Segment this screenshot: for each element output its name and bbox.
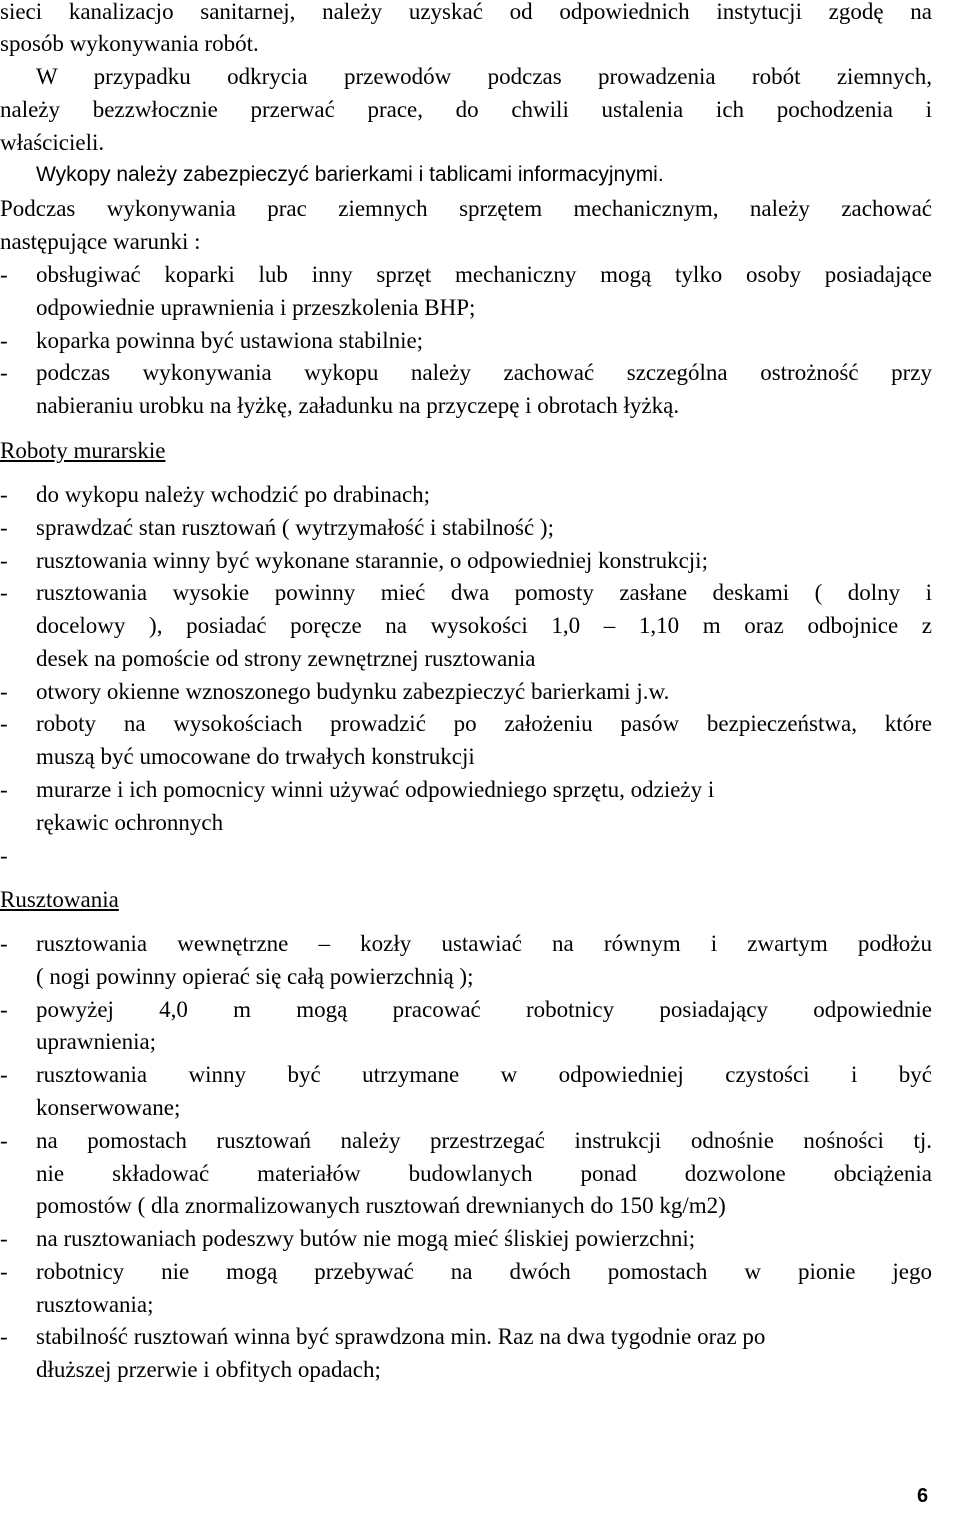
- list-item-text: obsługiwać koparki lub inny sprzęt mechaniczny mogą tylko osoby posiadające: [36, 262, 932, 287]
- list-item-text: dłuższej przerwie i obfitych opadach;: [36, 1357, 381, 1382]
- list-bullet: -: [0, 997, 8, 1022]
- list-bullet: -: [0, 262, 8, 287]
- list-item-text: nabieraniu urobku na łyżkę, załadunku na przyczepę i obrotach łyżką.: [36, 393, 680, 418]
- list-bullet: -: [0, 1259, 8, 1284]
- list-item-text: sprawdzać stan rusztowań ( wytrzymałość i stabilność );: [36, 515, 554, 540]
- paragraph-line: sposób wykonywania robót.: [0, 31, 259, 56]
- list-item-text: na pomostach rusztowań należy przestrzegać instrukcji odnośnie nośności tj.: [36, 1128, 932, 1153]
- list-item-text: odpowiednie uprawnienia i przeszkolenia BHP;: [36, 295, 476, 320]
- section-heading: Rusztowania: [0, 887, 119, 912]
- list-bullet: -: [0, 711, 8, 736]
- list-item-text: rusztowania winny być wykonane starannie, o odpowiedniej konstrukcji;: [36, 548, 708, 573]
- list-item-text: rusztowania winny być utrzymane w odpowiedniej czystości i być: [36, 1062, 932, 1087]
- list-bullet: -: [0, 931, 8, 956]
- list-item-text: roboty na wysokościach prowadzić po założeniu pasów bezpieczeństwa, które: [36, 711, 932, 736]
- list-item-text: konserwowane;: [36, 1095, 181, 1120]
- list-item-text: powyżej 4,0 m mogą pracować robotnicy posiadający odpowiednie: [36, 997, 932, 1022]
- list-item-text: koparka powinna być ustawiona stabilnie;: [36, 328, 424, 353]
- paragraph-line: właścicieli.: [0, 130, 105, 155]
- list-bullet: -: [0, 360, 8, 385]
- paragraph-line: następujące warunki :: [0, 229, 201, 254]
- paragraph-line: należy bezzwłocznie przerwać prace, do chwili ustalenia ich pochodzenia i: [0, 97, 932, 122]
- list-bullet: -: [0, 482, 8, 507]
- list-item-text: otwory okienne wznoszonego budynku zabezpieczyć barierkami j.w.: [36, 679, 670, 704]
- page-number: 6: [917, 1485, 929, 1507]
- list-item-text: docelowy ), posiadać poręcze na wysokości 1,0 – 1,10 m oraz odbojnice z: [36, 613, 932, 638]
- list-bullet: -: [0, 777, 8, 802]
- list-item-text: murarze i ich pomocnicy winni używać odpowiedniego sprzętu, odzieży i: [36, 777, 715, 802]
- list-bullet: -: [0, 328, 8, 353]
- list-item-text: desek na pomoście od strony zewnętrznej rusztowania: [36, 646, 536, 671]
- paragraph-line: W przypadku odkrycia przewodów podczas prowadzenia robót ziemnych,: [36, 64, 932, 89]
- list-bullet: -: [0, 843, 8, 868]
- list-bullet: -: [0, 515, 8, 540]
- list-item-text: podczas wykonywania wykopu należy zachować szczególna ostrożność przy: [36, 360, 932, 385]
- list-item-text: rusztowania wewnętrzne – kozły ustawiać na równym i zwartym podłożu: [36, 931, 932, 956]
- list-item-text: stabilność rusztowań winna być sprawdzona min. Raz na dwa tygodnie oraz po: [36, 1324, 766, 1349]
- list-item-text: muszą być umocowane do trwałych konstrukcji: [36, 744, 475, 769]
- list-item-text: rusztowania wysokie powinny mieć dwa pomosty zasłane deskami ( dolny i: [36, 580, 932, 605]
- list-item-text: rusztowania;: [36, 1292, 154, 1317]
- list-bullet: -: [0, 1128, 8, 1153]
- list-item-text: pomostów ( dla znormalizowanych rusztowań drewnianych do 150 kg/m2): [36, 1193, 726, 1218]
- list-bullet: -: [0, 580, 8, 605]
- list-bullet: -: [0, 1324, 8, 1349]
- section-heading: Roboty murarskie: [0, 438, 166, 463]
- list-item-text: nie składować materiałów budowlanych ponad dozwolone obciążenia: [36, 1161, 932, 1186]
- paragraph-line: Podczas wykonywania prac ziemnych sprzętem mechanicznym, należy zachować: [0, 196, 932, 221]
- list-item-text: robotnicy nie mogą przebywać na dwóch pomostach w pionie jego: [36, 1259, 932, 1284]
- list-bullet: -: [0, 1226, 8, 1251]
- list-item-text: do wykopu należy wchodzić po drabinach;: [36, 482, 431, 507]
- list-item-text: ( nogi powinny opierać się całą powierzchnią );: [36, 964, 474, 989]
- list-item-text: na rusztowaniach podeszwy butów nie mogą mieć śliskiej powierzchni;: [36, 1226, 696, 1251]
- list-bullet: -: [0, 1062, 8, 1087]
- list-item-text: rękawic ochronnych: [36, 810, 224, 835]
- list-bullet: -: [0, 548, 8, 573]
- paragraph-line: sieci kanalizacjo sanitarnej, należy uzyskać od odpowiednich instytucji zgodę na: [0, 0, 932, 24]
- paragraph-line: Wykopy należy zabezpieczyć barierkami i tablicami informacyjnymi.: [36, 163, 664, 186]
- list-bullet: -: [0, 679, 8, 704]
- list-item-text: uprawnienia;: [36, 1029, 157, 1054]
